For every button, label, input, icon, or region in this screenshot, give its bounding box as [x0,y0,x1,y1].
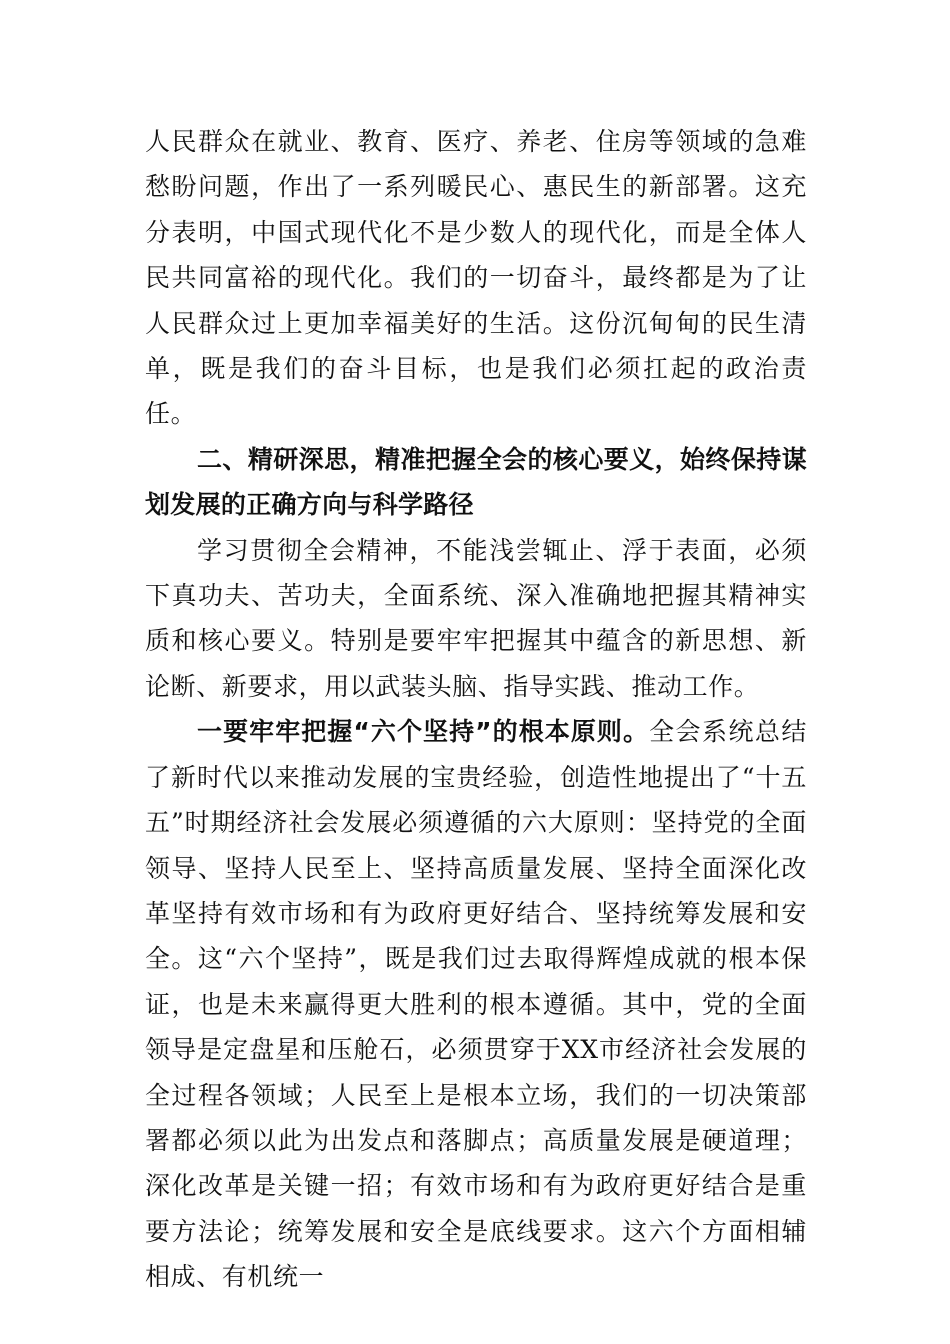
document-body [145,119,807,1300]
paragraph-study-spirit [145,528,807,710]
section-heading-2 [145,437,807,528]
paragraph-text: 学习贯彻全会精神，不能浅尝辄止、浮于表面，必须下真功夫、苦功夫，全面系统、深入准确地把握其精神实质和核心要义。特别是要牢牢把握其中蕴含的新思想、新论断、新要求，用以武装头脑、指导实践、推动工作。 [145,535,807,701]
paragraph-people-livelihood [145,119,807,437]
heading-text: 二、精研深思，精准把握全会的核心要义，始终保持谋划发展的正确方向与科学路径 [145,444,807,520]
paragraph-text: 全会系统总结了新时代以来推动发展的宝贵经验，创造性地提出了“十五五”时期经济社会发展必须遵循的六大原则：坚持党的全面领导、坚持人民至上、坚持高质量发展、坚持全面深化改革坚持有效市场和有为政府更好结合、坚持统筹发展和安全。这“六个坚持”，既是我们过去取得辉煌成就的根本保证，也是未来赢得更大胜利的根本遵循。其中，党的全面领导是定盘星和压舱石，必须贯穿于XX市经济社会发展的全过程各领域；人民至上是根本立场，我们的一切决策部署都必须以此为出发点和落脚点；高质量发展是硬道理；深化改革是关键一招；有效市场和有为政府更好结合是重要方法论；统筹发展和安全是底线要求。这六个方面相辅相成、有机统一 [145,717,807,1292]
paragraph-text: 人民群众在就业、教育、医疗、养老、住房等领域的急难愁盼问题，作出了一系列暖民心、惠民生的新部署。这充分表明，中国式现代化不是少数人的现代化，而是全体人民共同富裕的现代化。我们的一切奋斗，最终都是为了让人民群众过上更加幸福美好的生活。这份沉甸甸的民生清单，既是我们的奋斗目标，也是我们必须扛起的政治责任。 [145,127,807,429]
paragraph-six-principles [145,709,807,1299]
paragraph-lead-sentence: 一要牢牢把握“六个坚持”的根本原则。 [197,717,650,747]
